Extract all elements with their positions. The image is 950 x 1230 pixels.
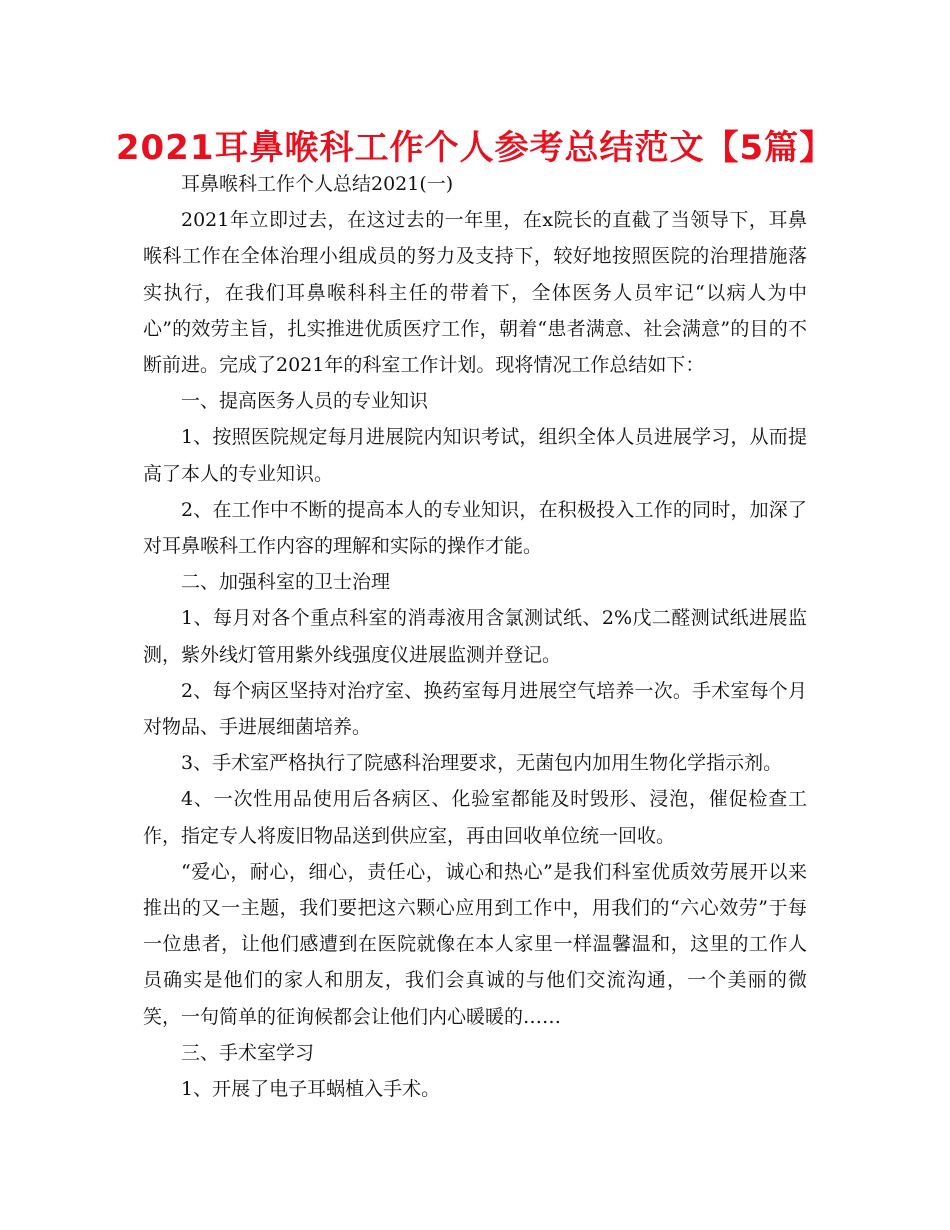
section-heading: 一、提高医务人员的专业知识 bbox=[181, 390, 429, 413]
paragraph: 3、手术室严格执行了院感科治理要求，无菌包内加用生物化学指示剂。 bbox=[181, 752, 783, 775]
paragraph: 2、每个病区坚持对治疗室、换药室每月进展空气培养一次。手术室每个月对物品、手进展细菌培养。 bbox=[143, 679, 807, 739]
paragraph: 1、开展了电子耳蜗植入手术。 bbox=[181, 1078, 441, 1101]
paragraph: 1、每月对各个重点科室的消毒液用含氯测试纸、2%戊二醛测试纸进展监测，紫外线灯管用紫外线强度仪进展监测并登记。 bbox=[143, 607, 807, 666]
document-body bbox=[143, 166, 807, 1107]
section-heading: 二、加强科室的卫士治理 bbox=[181, 571, 391, 594]
paragraph: 4、一次性用品使用后各病区、化验室都能及时毁形、浸泡，催促检查工作，指定专人将废旧物品送到供应室，再由回收单位统一回收。 bbox=[143, 788, 807, 847]
paragraph: 1、按照医院规定每月进展院内知识考试，组织全体人员进展学习，从而提高了本人的专业知识。 bbox=[143, 426, 807, 485]
paragraph: 2、在工作中不断的提高本人的专业知识，在积极投入工作的同时，加深了对耳鼻喉科工作内容的理解和实际的操作才能。 bbox=[143, 498, 807, 558]
section-heading: 三、手术室学习 bbox=[181, 1041, 315, 1064]
document-title: 2021耳鼻喉科工作个人参考总结范文【5篇】 bbox=[115, 128, 835, 168]
paragraph: 耳鼻喉科工作个人总结2021(一) bbox=[181, 173, 454, 195]
paragraph: 2021年立即过去，在这过去的一年里，在x院长的直截了当领导下，耳鼻喉科工作在全体治理小组成员的努力及支持下，较好地按照医院的治理措施落实执行，在我们耳鼻喉科科主任的带着下，全体医务人员牢记“以病人为中心”的效劳主旨，扎实推进优质医疗工作，朝着“患者满意、社会满意”的目的不断前进。完成了2021年的科室工作计划。现将情况工作总结如下： bbox=[143, 209, 807, 377]
paragraph: “爱心，耐心，细心，责任心，诚心和热心”是我们科室优质效劳展开以来推出的又一主题，我们要把这六颗心应用到工作中，用我们的“六心效劳”于每一位患者，让他们感遭到在医院就像在本人家里一样温馨温和，这里的工作人员确实是他们的家人和朋友，我们会真诚的与他们交流沟通，一个美丽的微笑，一句简单的征询候都会让他们内心暖暖的…… bbox=[143, 860, 807, 1028]
